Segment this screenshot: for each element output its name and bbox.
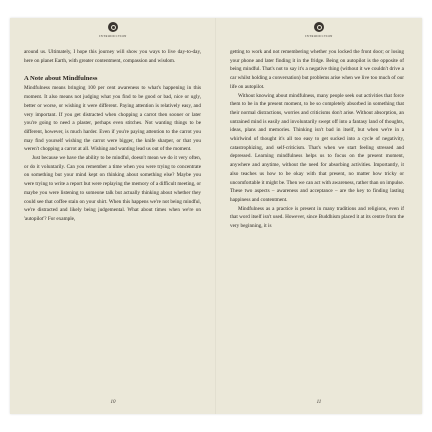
right-paragraph-2: Mindfulness as a practice is present in many traditions and religions, even if that word itself isn't used. However, since Buddhism placed it at its centre from the very beginning, it is xyxy=(230,205,404,230)
page-number-right: 11 xyxy=(316,400,322,405)
right-opening-paragraph: getting to work and not remembering whether you locked the front door; or losing your phone and later finding it in the fridge. Being on autopilot is the opposite of being mindful. That's not to say it's a negative thing (without it we couldn't drive a car whilst holding a conversation) but problems arise when we live too much of our life on autopilot. xyxy=(230,49,404,90)
left-paragraph-1: Mindfulness means bringing 100 per cent awareness to what's happening in this moment. It also means not judging what you find to be good or bad, nice or ugly, better or worse, or wishing it were different. Paying attention is relatively easy, and very important. If you get distracted when chopping a carrot then sooner or later you're going to need a plaster, perhaps even stitches. Not wanting things to be different, however, is much harder. Even if you're paying attention to the carrot you may find yourself wishing the carrot were bigger, the knife sharper, or that you weren't chopping a carrot at all. Wishing and wanting lead us out of the moment. xyxy=(24,85,201,153)
left-page xyxy=(10,18,216,414)
mandala-emblem-icon xyxy=(314,22,324,32)
left-opening-paragraph: around us. Ultimately, I hope this journey will show you ways to live day-to-day, here on planet Earth, with greater contentment, compassion and wisdom. xyxy=(24,49,201,64)
left-page-header xyxy=(10,22,216,38)
book-spread xyxy=(10,18,422,414)
section-heading: A Note about Mindfulness xyxy=(24,75,98,83)
left-paragraph-2: Just because we have the ability to be mindful, doesn't mean we do it very often, or do it voluntarily. Can you remember a time when you were trying to concentrate on something but your mind kept on thinking about something else? Maybe you were trying to write a report but were replaying the memory of a difficult meeting, or maybe you were listening to someone talk but actually thinking about whether they could see that coffee stain on your shirt. When this happens we're not being mindful, we're distracted and likely being judgemental. What about times when we're on 'autopilot'? For example, xyxy=(24,155,201,222)
right-page-header xyxy=(216,22,422,38)
running-head: INTRODUCTION xyxy=(99,34,127,38)
running-head: INTRODUCTION xyxy=(305,34,333,38)
right-page xyxy=(216,18,422,414)
mandala-emblem-icon xyxy=(108,22,118,32)
page-number-left: 10 xyxy=(110,400,116,405)
right-paragraph-1: Without knowing about mindfulness, many people seek out activities that force them to be in the present moment, to be so completely absorbed in something that their normal distractions, worries and criticisms don't arise. Without absorption, an untrained mind is easily and involuntarily swept off into a fantasy land of thoughts, ideas, plans and memories. Thinking isn't bad in itself, but when we're in a whirlwind of thought it's all too easy to get sucked into a cycle of negativity, catastrophizing, and self-criticism. That's when we start feeling stressed and depressed. Learning mindfulness helps us to focus on the present moment, anywhere and anytime, without the need for absorbing activities. Importantly, it also teaches us how to be okay with that present, no matter how tricky or uncomfortable it might be. Then we can act with awareness, rather than on impulse. These two aspects – awareness and acceptance – are the key to finding lasting happiness and contentment. xyxy=(230,92,404,203)
